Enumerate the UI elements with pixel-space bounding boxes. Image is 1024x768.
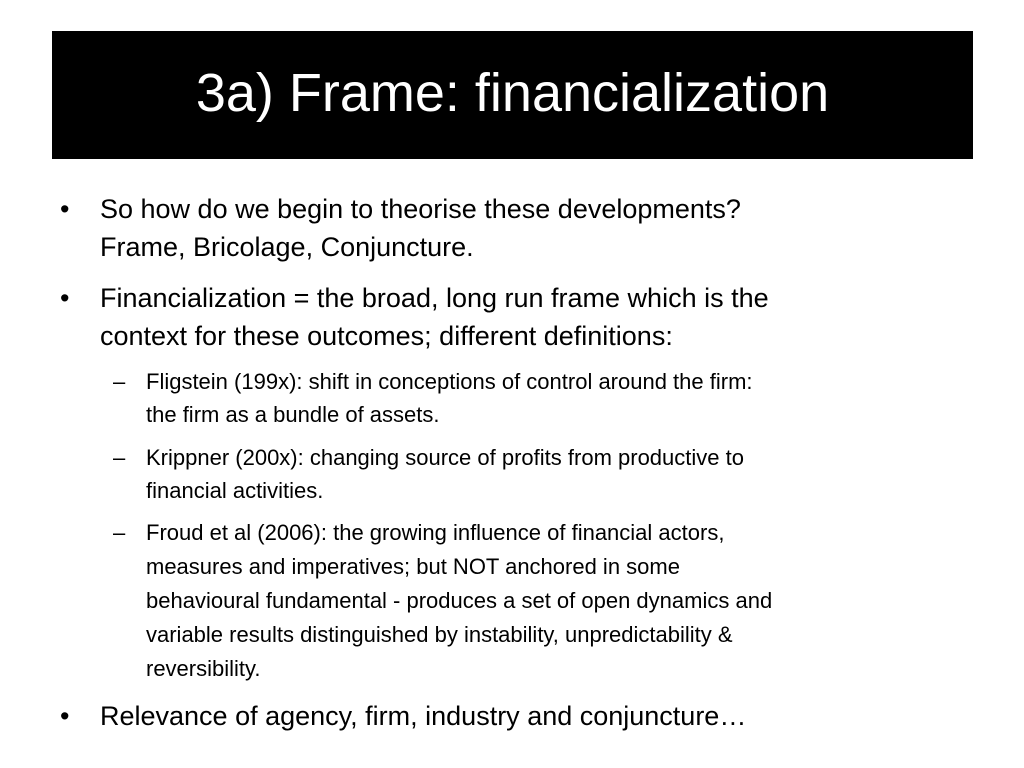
sub-item-3-line-2: measures and imperatives; but NOT anchored in some [146, 554, 680, 579]
sub-item-3-line-3: behavioural fundamental - produces a set of open dynamics and [146, 588, 773, 613]
bullet-1-line-2: Frame, Bricolage, Conjuncture. [100, 232, 474, 262]
slide-title: 3a) Frame: financialization [195, 63, 830, 123]
bullet-mark: • [60, 194, 70, 224]
sub-item-3-line-5: reversibility. [146, 656, 261, 681]
sub-item-3-line-1: Froud et al (2006): the growing influence of financial actors, [146, 520, 725, 545]
bullet-1-line-1: So how do we begin to theorise these developments? [100, 194, 741, 224]
bullet-3-line-1: Relevance of agency, firm, industry and conjuncture… [100, 701, 747, 731]
sub-item-2-line-1: Krippner (200x): changing source of profits from productive to [146, 445, 744, 470]
sub-item-3-line-4: variable results distinguished by instability, unpredictability & [146, 622, 733, 647]
bullet-mark: • [60, 701, 70, 731]
sub-item-1-line-1: Fligstein (199x): shift in conceptions of control around the firm: [146, 369, 753, 394]
sub-bullet-mark: – [113, 520, 126, 545]
sub-bullet-mark: – [113, 445, 126, 470]
bullet-2-line-2: context for these outcomes; different definitions: [100, 321, 673, 351]
sub-item-2-line-2: financial activities. [146, 478, 324, 503]
slide-title-bar [52, 31, 973, 159]
sub-bullet-mark: – [113, 369, 126, 394]
bullet-2-line-1: Financialization = the broad, long run frame which is the [100, 283, 769, 313]
sub-item-1-line-2: the firm as a bundle of assets. [146, 402, 440, 427]
bullet-mark: • [60, 283, 70, 313]
